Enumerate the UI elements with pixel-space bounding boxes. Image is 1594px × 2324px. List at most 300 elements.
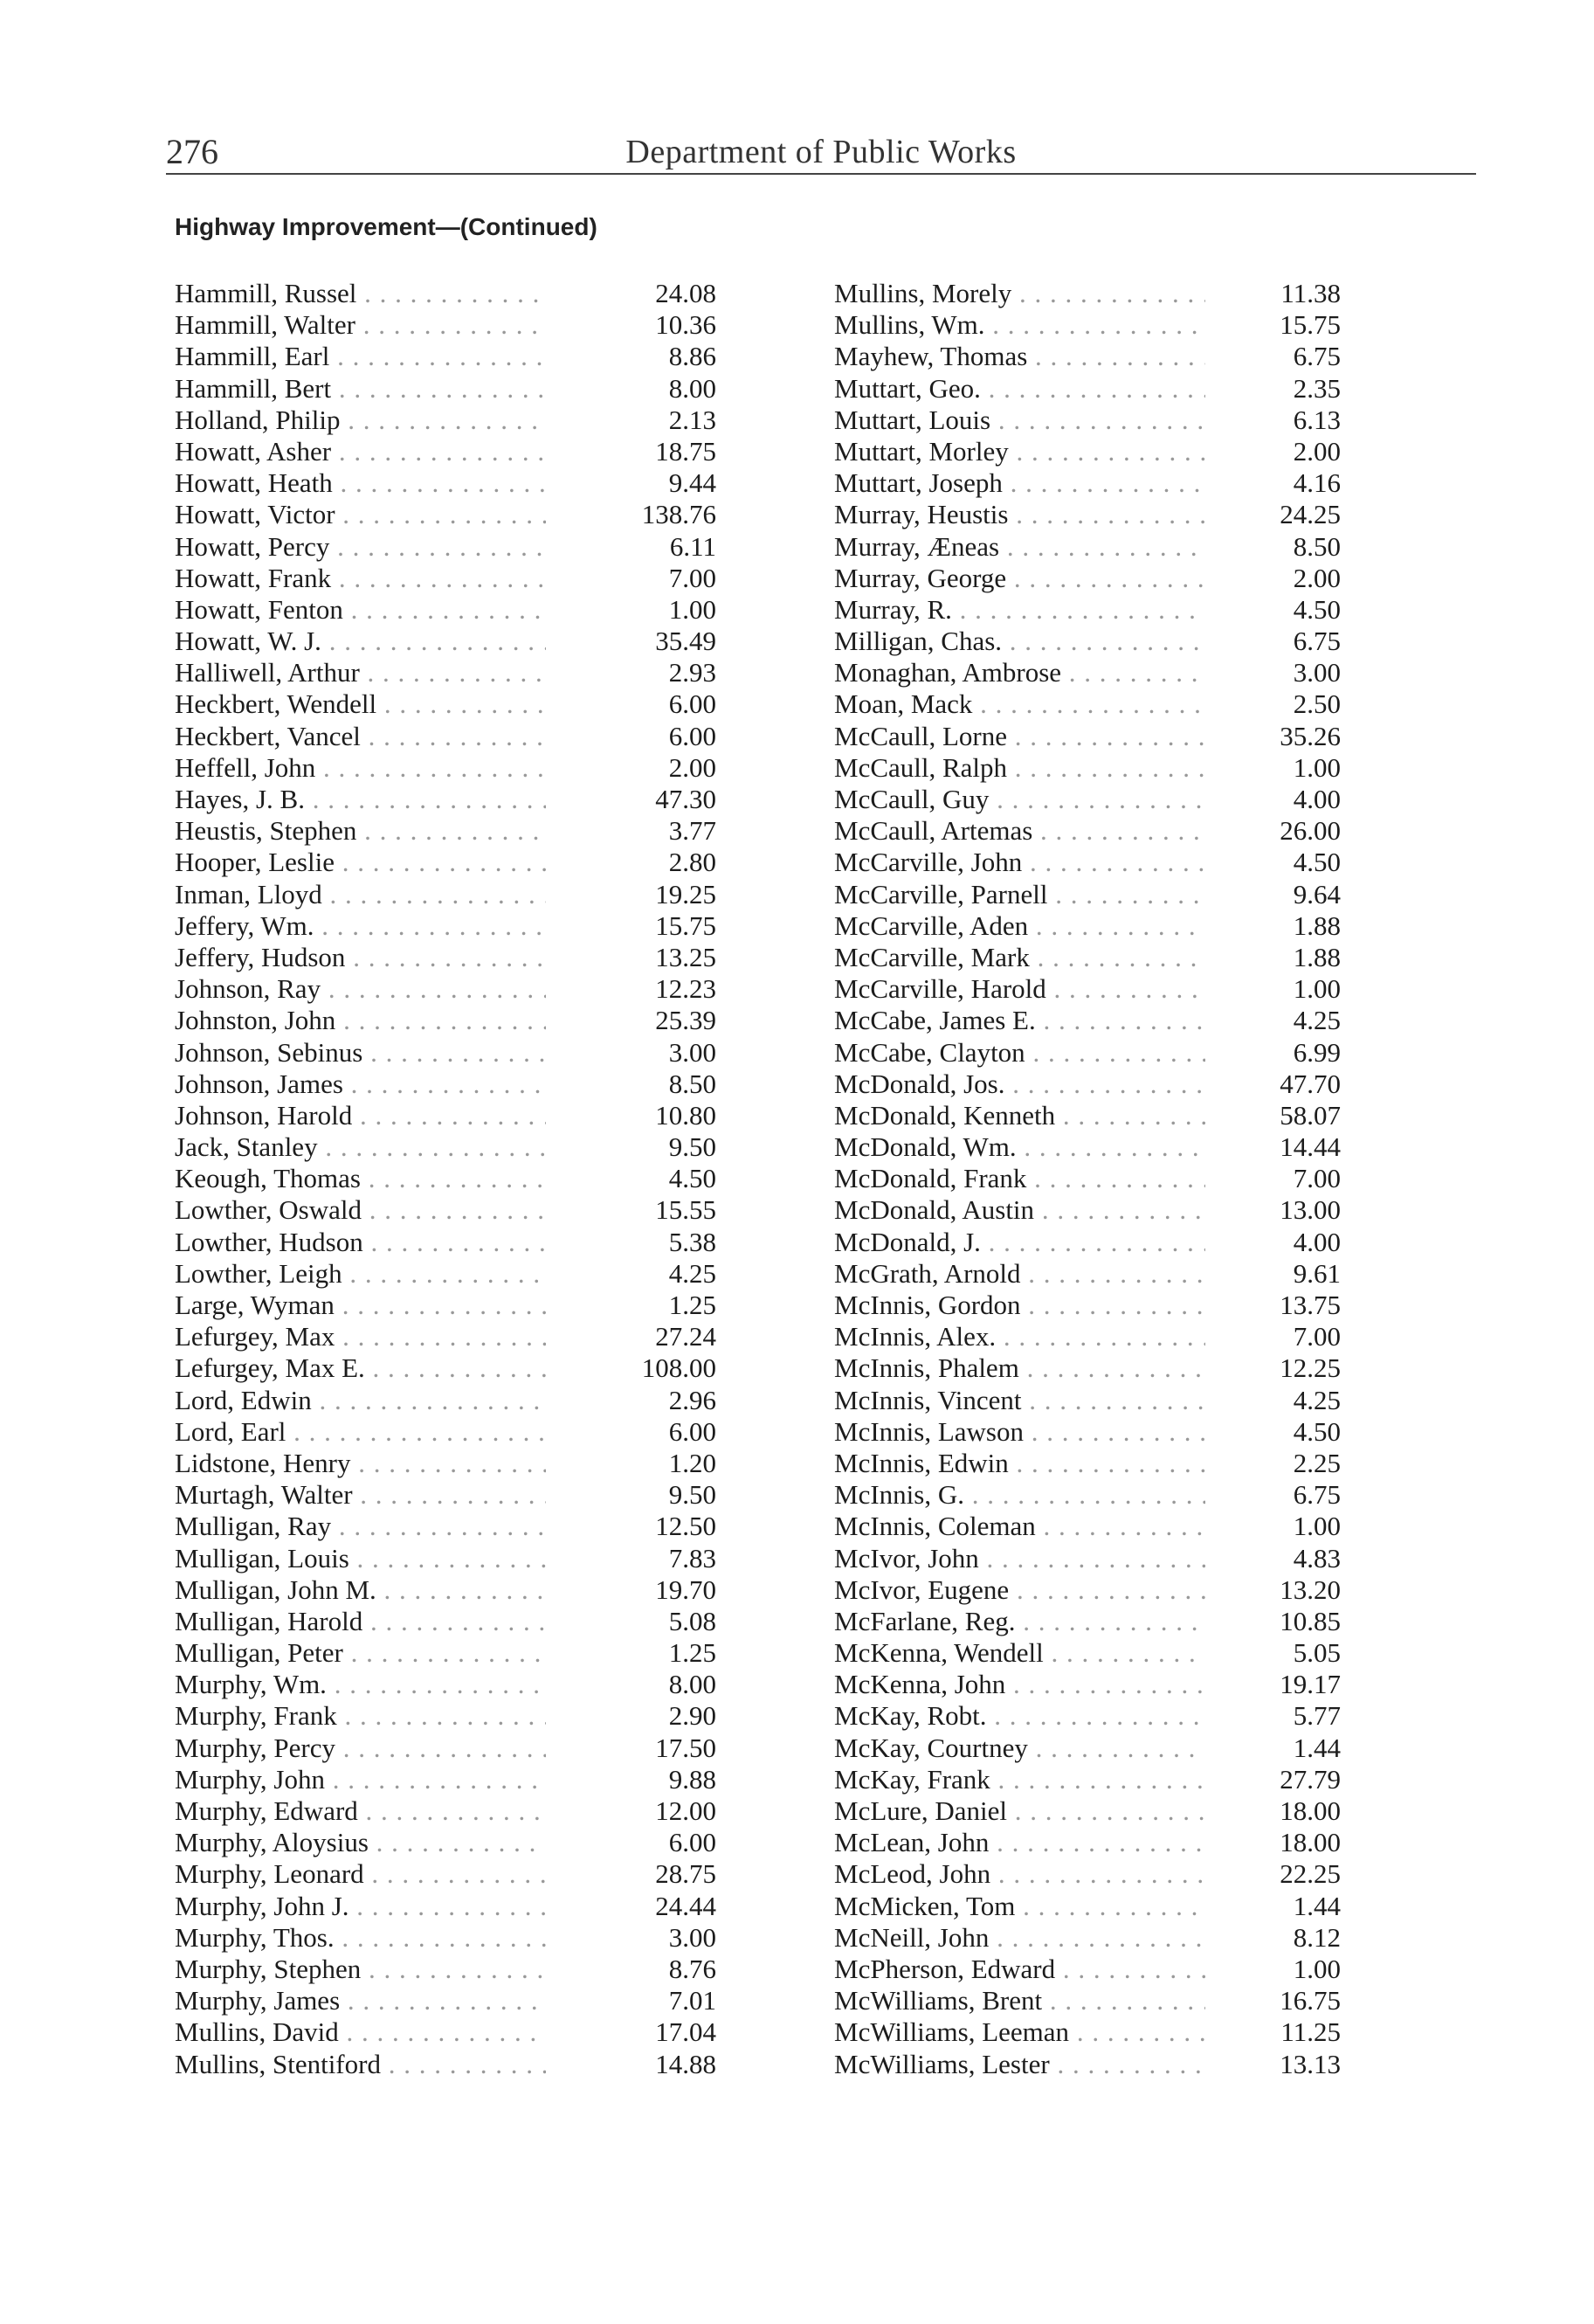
payee-name: McIvor, John . . .: [834, 1543, 1205, 1574]
payee-name: Murphy, Leonard . . .: [175, 1858, 546, 1890]
payee-name: Holland, Philip . . .: [175, 405, 546, 436]
list-item: [175, 1669, 716, 1700]
payment-amount: 1.44: [1293, 1890, 1341, 1921]
payment-amount: 2.00: [668, 751, 716, 783]
payee-name: McFarlane, Reg. . . .: [834, 1606, 1205, 1637]
list-item: [175, 1416, 716, 1448]
payee-name: McCarville, Aden . . .: [834, 910, 1205, 942]
payment-amount: 8.76: [668, 1953, 716, 1984]
payment-amount: 24.44: [655, 1890, 716, 1921]
list-item: [834, 847, 1376, 878]
list-item: [834, 1385, 1376, 1416]
payee-name: McLean, John . . .: [834, 1827, 1205, 1858]
payee-name: Mullins, Morely . . .: [834, 278, 1205, 309]
list-item: [175, 1258, 716, 1290]
payee-name: Lowther, Oswald . . .: [175, 1194, 546, 1226]
payment-amount: 6.00: [668, 688, 716, 720]
payment-amount: 3.00: [668, 1921, 716, 1953]
list-item: [834, 1700, 1376, 1732]
payment-amount: 9.50: [668, 1131, 716, 1163]
payee-name: McDonald, Frank . . .: [834, 1163, 1205, 1194]
payment-amount: 2.93: [668, 657, 716, 688]
list-item: [175, 1922, 716, 1954]
payment-amount: 6.00: [668, 1415, 716, 1447]
payment-amount: 6.13: [1293, 404, 1341, 435]
list-item: [834, 594, 1376, 626]
list-item: [175, 973, 716, 1005]
payee-name: Murray, Heustis . . .: [834, 499, 1205, 530]
payee-name: McGrath, Arnold . . .: [834, 1258, 1205, 1290]
payment-amount: 4.50: [1293, 1415, 1341, 1447]
payment-amount: 2.35: [1293, 372, 1341, 404]
list-item: [834, 1891, 1376, 1922]
payment-amount: 8.12: [1293, 1921, 1341, 1953]
payee-name: McCabe, Clayton . . .: [834, 1037, 1205, 1069]
payment-amount: 25.39: [655, 1005, 716, 1036]
right-column-list: [834, 278, 1376, 2080]
payee-name: McCarville, Harold . . .: [834, 973, 1205, 1005]
payee-name: Mayhew, Thomas . . .: [834, 341, 1205, 372]
payment-amount: 4.16: [1293, 467, 1341, 499]
payment-amount: 58.07: [1280, 1099, 1341, 1131]
payment-amount: 4.50: [668, 1163, 716, 1194]
list-item: [175, 1858, 716, 1890]
list-item: [175, 910, 716, 942]
payee-name: Murray, George . . .: [834, 563, 1205, 594]
payee-name: Lefurgey, Max E. . . .: [175, 1352, 546, 1384]
list-item: [834, 467, 1376, 499]
payment-amount: 12.00: [655, 1795, 716, 1826]
payee-name: Milligan, Chas. . . .: [834, 626, 1205, 657]
payee-name: McDonald, Austin . . .: [834, 1194, 1205, 1226]
list-item: [834, 1637, 1376, 1669]
payment-amount: 12.23: [655, 973, 716, 1005]
payee-name: Howatt, Percy . . .: [175, 531, 546, 563]
payment-amount: 9.50: [668, 1479, 716, 1511]
payment-amount: 3.00: [668, 1036, 716, 1068]
payee-name: Hooper, Leslie . . .: [175, 847, 546, 878]
list-item: [175, 436, 716, 467]
list-item: [834, 1574, 1376, 1606]
list-item: [834, 1733, 1376, 1764]
payment-amount: 17.04: [655, 2016, 716, 2048]
payee-name: Keough, Thomas . . .: [175, 1163, 546, 1194]
payment-amount: 10.36: [655, 309, 716, 341]
list-item: [175, 1005, 716, 1036]
payment-amount: 8.00: [668, 372, 716, 404]
list-item: [834, 1005, 1376, 1036]
payee-name: McKenna, Wendell . . .: [834, 1637, 1205, 1669]
list-item: [175, 1321, 716, 1352]
payment-amount: 12.25: [1280, 1352, 1341, 1384]
list-item: [834, 1448, 1376, 1479]
payee-name: McInnis, Gordon . . .: [834, 1290, 1205, 1321]
list-item: [834, 688, 1376, 720]
payee-name: Murphy, Edward . . .: [175, 1795, 546, 1827]
list-item: [175, 594, 716, 626]
payee-name: Large, Wyman . . .: [175, 1290, 546, 1321]
payment-amount: 10.80: [655, 1099, 716, 1131]
payee-name: Inman, Lloyd . . .: [175, 879, 546, 910]
list-item: [175, 1891, 716, 1922]
payment-amount: 4.25: [668, 1257, 716, 1289]
list-item: [834, 1764, 1376, 1795]
list-item: [834, 1194, 1376, 1226]
payee-name: Murphy, Frank . . .: [175, 1700, 546, 1732]
list-item: [175, 309, 716, 341]
list-item: [834, 1069, 1376, 1100]
payee-name: McNeill, John . . .: [834, 1922, 1205, 1954]
payee-name: McInnis, Edwin . . .: [834, 1448, 1205, 1479]
payee-name: McWilliams, Lester . . .: [834, 2049, 1205, 2080]
payment-amount: 1.25: [668, 1637, 716, 1669]
payee-name: Mullins, Wm. . . .: [834, 309, 1205, 341]
list-item: [175, 2049, 716, 2080]
list-item: [834, 721, 1376, 752]
payee-name: McInnis, Coleman . . .: [834, 1511, 1205, 1542]
payee-name: Heffell, John . . .: [175, 752, 546, 784]
payment-amount: 9.88: [668, 1763, 716, 1795]
list-item: [175, 752, 716, 784]
payee-name: Mullins, Stentiford . . .: [175, 2049, 546, 2080]
payee-name: Lidstone, Henry . . .: [175, 1448, 546, 1479]
list-item: [175, 626, 716, 657]
list-item: [834, 973, 1376, 1005]
payment-amount: 15.75: [1280, 309, 1341, 341]
payment-amount: 1.88: [1293, 910, 1341, 941]
list-item: [834, 1543, 1376, 1574]
payee-name: Mullins, David . . .: [175, 2016, 546, 2048]
list-item: [175, 1700, 716, 1732]
page-number: 276: [166, 132, 218, 171]
payment-amount: 47.30: [655, 784, 716, 814]
payment-amount: 9.44: [668, 467, 716, 499]
list-item: [175, 563, 716, 594]
list-item: [834, 405, 1376, 436]
payee-name: Murtagh, Walter . . .: [175, 1479, 546, 1511]
payment-amount: 18.00: [1280, 1795, 1341, 1826]
payment-amount: 8.50: [668, 1068, 716, 1099]
list-item: [175, 1733, 716, 1764]
payment-amount: 2.80: [668, 847, 716, 878]
payment-amount: 3.77: [668, 815, 716, 847]
payment-amount: 7.83: [668, 1542, 716, 1574]
list-item: [175, 531, 716, 563]
payee-name: McMicken, Tom . . .: [834, 1891, 1205, 1922]
payee-name: McCaull, Lorne . . .: [834, 721, 1205, 752]
list-item: [834, 1511, 1376, 1542]
payment-amount: 4.00: [1293, 784, 1341, 814]
list-item: [834, 278, 1376, 309]
payee-name: Murphy, Stephen . . .: [175, 1954, 546, 1985]
payment-amount: 5.05: [1293, 1637, 1341, 1669]
payment-amount: 6.75: [1293, 626, 1341, 657]
list-item: [834, 1131, 1376, 1163]
payee-name: Lowther, Leigh . . .: [175, 1258, 546, 1290]
payee-name: Murphy, Aloysius . . .: [175, 1827, 546, 1858]
payee-name: Moan, Mack . . .: [834, 688, 1205, 720]
payee-name: Jack, Stanley . . .: [175, 1131, 546, 1163]
list-item: [175, 1827, 716, 1858]
payee-name: Murphy, Thos. . . .: [175, 1922, 546, 1954]
payment-amount: 5.77: [1293, 1700, 1341, 1732]
payee-name: McInnis, Lawson . . .: [834, 1416, 1205, 1448]
list-item: [175, 1069, 716, 1100]
payment-amount: 1.00: [1293, 1511, 1341, 1542]
payee-name: McDonald, Jos. . . .: [834, 1069, 1205, 1100]
payment-amount: 35.26: [1280, 720, 1341, 751]
payment-amount: 5.08: [668, 1605, 716, 1636]
payment-amount: 1.00: [1293, 1953, 1341, 1984]
payment-amount: 27.24: [655, 1321, 716, 1352]
list-item: [175, 721, 716, 752]
payee-name: McDonald, J. . . .: [834, 1227, 1205, 1258]
list-item: [834, 1795, 1376, 1827]
payment-amount: 9.61: [1293, 1257, 1341, 1289]
payment-amount: 4.50: [1293, 847, 1341, 878]
page-header: [166, 129, 1476, 175]
payment-amount: 4.25: [1293, 1384, 1341, 1415]
payment-amount: 1.00: [668, 593, 716, 625]
list-item: [834, 657, 1376, 688]
list-item: [834, 499, 1376, 530]
list-item: [834, 341, 1376, 372]
section-heading: Highway Improvement—(Continued): [175, 213, 597, 240]
payee-name: McIvor, Eugene . . .: [834, 1574, 1205, 1606]
list-item: [175, 499, 716, 530]
payee-name: Howatt, Asher . . .: [175, 436, 546, 467]
payee-name: McKenna, John . . .: [834, 1669, 1205, 1700]
list-item: [834, 626, 1376, 657]
payee-name: McPherson, Edward . . .: [834, 1954, 1205, 1985]
payment-amount: 11.38: [1280, 278, 1341, 308]
payment-amount: 6.00: [668, 1827, 716, 1858]
running-title: Department of Public Works: [625, 134, 1017, 170]
payment-amount: 11.25: [1280, 2016, 1341, 2048]
payment-amount: 1.88: [1293, 941, 1341, 972]
list-item: [175, 1131, 716, 1163]
payment-amount: 1.00: [1293, 973, 1341, 1005]
list-item: [834, 752, 1376, 784]
payment-amount: 35.49: [655, 626, 716, 657]
payee-name: Muttart, Geo. . . .: [834, 373, 1205, 405]
left-column-list: [175, 278, 716, 2080]
list-item: [834, 1669, 1376, 1700]
list-item: [175, 942, 716, 973]
list-item: [175, 467, 716, 499]
list-item: [175, 2016, 716, 2048]
list-item: [834, 2049, 1376, 2080]
list-item: [175, 373, 716, 405]
payee-name: Jeffery, Wm. . . .: [175, 910, 546, 942]
payee-name: Lord, Earl . . .: [175, 1416, 546, 1448]
list-item: [834, 1985, 1376, 2016]
list-item: [175, 657, 716, 688]
payment-amount: 12.50: [655, 1511, 716, 1542]
list-item: [175, 1227, 716, 1258]
payment-amount: 1.00: [1293, 751, 1341, 783]
list-item: [175, 1511, 716, 1542]
payee-name: McKay, Courtney . . .: [834, 1733, 1205, 1764]
payee-name: McCarville, Parnell . . .: [834, 879, 1205, 910]
payee-name: McCaull, Artemas . . .: [834, 815, 1205, 847]
payment-amount: 27.79: [1280, 1763, 1341, 1795]
list-item: [175, 688, 716, 720]
payee-name: Murray, Æneas . . .: [834, 531, 1205, 563]
list-item: [175, 1574, 716, 1606]
payment-amount: 22.25: [1280, 1858, 1341, 1890]
payment-amount: 7.00: [1293, 1321, 1341, 1352]
payment-amount: 1.44: [1293, 1732, 1341, 1763]
payee-name: Hammill, Walter . . .: [175, 309, 546, 341]
list-item: [834, 1321, 1376, 1352]
payee-name: Heustis, Stephen . . .: [175, 815, 546, 847]
payee-name: Lefurgey, Max . . .: [175, 1321, 546, 1352]
payee-name: Mulligan, John M. . . .: [175, 1574, 546, 1606]
payee-name: McLeod, John . . .: [834, 1858, 1205, 1890]
payment-amount: 24.25: [1280, 499, 1341, 530]
payment-amount: 9.64: [1293, 878, 1341, 910]
payee-name: Lowther, Hudson . . .: [175, 1227, 546, 1258]
list-item: [834, 1922, 1376, 1954]
payment-amount: 28.75: [655, 1858, 716, 1890]
payee-name: Monaghan, Ambrose . . .: [834, 657, 1205, 688]
list-item: [175, 815, 716, 847]
payee-name: McCarville, John . . .: [834, 847, 1205, 878]
list-item: [834, 309, 1376, 341]
payment-amount: 4.25: [1293, 1005, 1341, 1036]
payee-name: Mulligan, Louis . . .: [175, 1543, 546, 1574]
payment-amount: 6.99: [1293, 1036, 1341, 1068]
list-item: [175, 1352, 716, 1384]
payee-name: Johnson, Ray . . .: [175, 973, 546, 1005]
list-item: [175, 1037, 716, 1069]
payment-amount: 7.01: [668, 1985, 716, 2016]
payee-name: Murray, R. . . .: [834, 594, 1205, 626]
payment-amount: 4.83: [1293, 1542, 1341, 1574]
payment-amount: 1.20: [668, 1447, 716, 1478]
payee-name: Hayes, J. B. . . .: [175, 784, 546, 815]
payment-amount: 14.88: [655, 2048, 716, 2079]
list-item: [175, 784, 716, 815]
payee-name: McDonald, Kenneth . . .: [834, 1100, 1205, 1131]
payee-name: Howatt, Frank . . .: [175, 563, 546, 594]
payee-name: Halliwell, Arthur . . .: [175, 657, 546, 688]
payee-name: McWilliams, Brent . . .: [834, 1985, 1205, 2016]
list-item: [175, 1606, 716, 1637]
payment-amount: 19.17: [1280, 1669, 1341, 1700]
list-item: [175, 1290, 716, 1321]
list-item: [834, 910, 1376, 942]
list-item: [175, 847, 716, 878]
payment-amount: 24.08: [655, 278, 716, 308]
payee-name: Murphy, Wm. . . .: [175, 1669, 546, 1700]
list-item: [834, 1858, 1376, 1890]
payment-amount: 19.25: [655, 878, 716, 910]
list-item: [175, 278, 716, 309]
payee-name: Hammill, Bert . . .: [175, 373, 546, 405]
list-item: [175, 1100, 716, 1131]
list-item: [834, 1163, 1376, 1194]
payee-name: McInnis, Vincent . . .: [834, 1385, 1205, 1416]
list-item: [834, 1352, 1376, 1384]
payment-amount: 5.38: [668, 1226, 716, 1257]
payee-name: Johnson, Harold . . .: [175, 1100, 546, 1131]
payee-name: McCarville, Mark . . .: [834, 942, 1205, 973]
list-item: [834, 942, 1376, 973]
list-item: [175, 1543, 716, 1574]
payee-name: Lord, Edwin . . .: [175, 1385, 546, 1416]
payment-amount: 17.50: [655, 1732, 716, 1763]
payment-amount: 2.90: [668, 1700, 716, 1732]
payee-name: Johnson, James . . .: [175, 1069, 546, 1100]
payment-amount: 6.75: [1293, 1479, 1341, 1511]
list-item: [175, 1385, 716, 1416]
payee-name: Mulligan, Harold . . .: [175, 1606, 546, 1637]
list-item: [175, 1764, 716, 1795]
list-item: [175, 1637, 716, 1669]
payee-name: Hammill, Russel . . .: [175, 278, 546, 309]
payee-name: McCaull, Guy . . .: [834, 784, 1205, 815]
payee-name: McKay, Robt. . . .: [834, 1700, 1205, 1732]
payee-name: McInnis, Alex. . . .: [834, 1321, 1205, 1352]
list-item: [834, 2016, 1376, 2048]
payment-amount: 3.00: [1293, 657, 1341, 688]
payee-name: Muttart, Louis . . .: [834, 405, 1205, 436]
payment-amount: 14.44: [1280, 1131, 1341, 1163]
list-item: [834, 373, 1376, 405]
list-item: [175, 1985, 716, 2016]
payment-amount: 6.00: [668, 720, 716, 751]
payee-name: McInnis, Phalem . . .: [834, 1352, 1205, 1384]
list-item: [834, 1606, 1376, 1637]
payee-name: Heckbert, Wendell . . .: [175, 688, 546, 720]
payment-amount: 10.85: [1280, 1605, 1341, 1636]
list-item: [834, 1227, 1376, 1258]
payment-amount: 18.75: [655, 435, 716, 467]
list-item: [834, 436, 1376, 467]
list-item: [834, 531, 1376, 563]
payment-amount: 13.13: [1280, 2048, 1341, 2079]
payee-name: McLure, Daniel . . .: [834, 1795, 1205, 1827]
list-item: [834, 563, 1376, 594]
payment-amount: 8.86: [668, 341, 716, 372]
payment-amount: 2.00: [1293, 562, 1341, 593]
payment-amount: 2.13: [668, 404, 716, 435]
list-item: [175, 1479, 716, 1511]
payment-amount: 4.00: [1293, 1226, 1341, 1257]
payee-name: Mulligan, Peter . . .: [175, 1637, 546, 1669]
payee-name: Murphy, John . . .: [175, 1764, 546, 1795]
payment-amount: 7.00: [668, 562, 716, 593]
list-item: [175, 1194, 716, 1226]
payee-name: McDonald, Wm. . . .: [834, 1131, 1205, 1163]
list-item: [834, 1954, 1376, 1985]
list-item: [175, 405, 716, 436]
list-item: [175, 879, 716, 910]
payment-amount: 13.00: [1280, 1194, 1341, 1226]
list-item: [834, 1416, 1376, 1448]
payment-amount: 26.00: [1280, 815, 1341, 847]
payee-name: McInnis, G. . . .: [834, 1479, 1205, 1511]
list-item: [175, 1795, 716, 1827]
payee-name: Heckbert, Vancel . . .: [175, 721, 546, 752]
payee-name: Muttart, Joseph . . .: [834, 467, 1205, 499]
list-item: [834, 1827, 1376, 1858]
list-item: [175, 1954, 716, 1985]
payment-amount: 15.55: [655, 1194, 716, 1226]
payee-name: McKay, Frank . . .: [834, 1764, 1205, 1795]
